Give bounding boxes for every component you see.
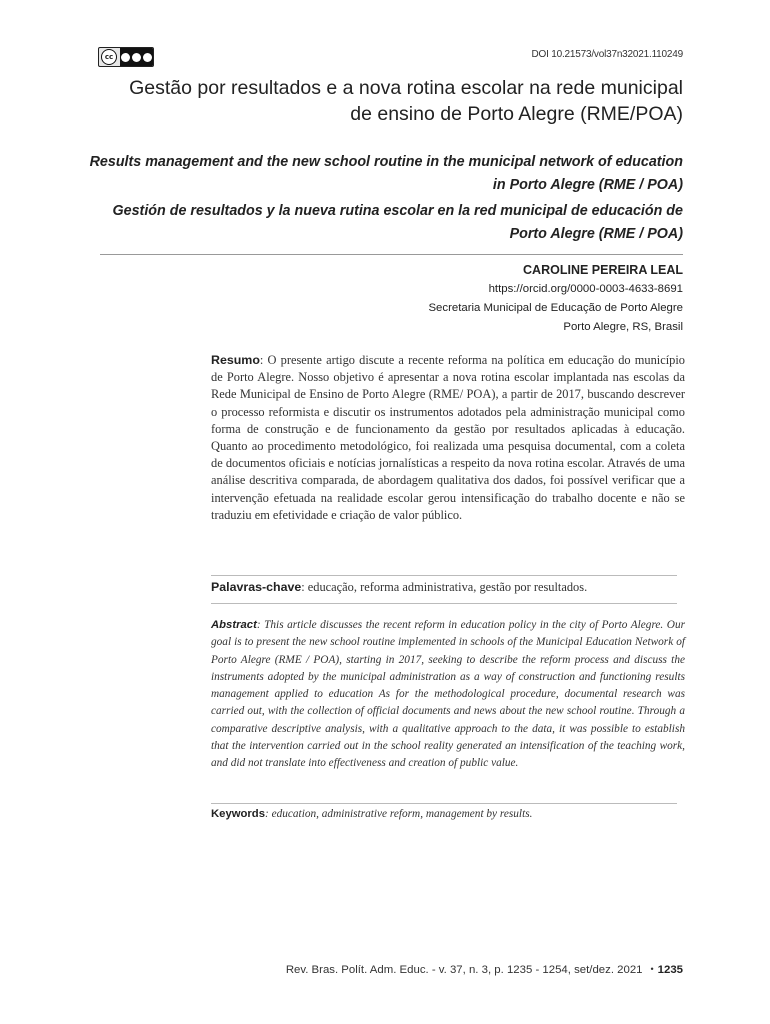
keywords (211, 808, 685, 820)
abstract-text: : This article discusses the recent reform in education policy in the city of Porto Alegre. Our goal is to present the new school routine implemented in schools of the Municipal Education Network of Porto Alegre (RME / POA), starting in 2017, seeking to describe the reform process and discuss the instruments adopted by the municipal administration as a way of construction and functioning results management applied to education As for the methodological procedure, documental research was carried out, with the collection of official documents and news about the new school routine. Through a comparative descriptive analysis, with a qualitative approach to the data, it was possible to establish that the intervention carried out in the school reality generated an intensification of the teaching work, and did not translate into effectiveness and creation of public value. (211, 619, 685, 770)
footer-bullet: • (650, 964, 654, 974)
author-location: Porto Alegre, RS, Brasil (563, 321, 683, 333)
resumo-divider (211, 575, 677, 576)
cc-license-badge (98, 47, 154, 67)
subtitle-spanish: Gestión de resultados y la nueva rutina escolar en la red municipal de educación de Porto Alegre (RME / POA) (112, 203, 683, 242)
keywords-text: : education, administrative reform, management by results. (265, 808, 533, 820)
keywords-pt-divider (211, 603, 677, 604)
palavras-chave-text: : educação, reforma administrativa, gestão por resultados. (301, 580, 588, 594)
resumo-text: : O presente artigo discute a recente reforma na política em educação do município de Porto Alegre. Nosso objetivo é apresentar a nova rotina escolar implantada nas escolas da Rede Municipal de Ensino de Porto Alegre (RME/ POA), a partir de 2017, buscando descrever o processo reformista e discutir os instrumentos adotados pela administração municipal como forma de construção e de funcionamento da gestão por resultados aplicadas à educação. Quanto ao procedimento metodológico, foi realizada uma pesquisa documental, com a coleta de documentos oficiais e notícias jornalísticas a respeito da nova rotina escolar. Através de uma análise descritiva comparada, de abordagem qualitativa dos dados, foi possível verificar que a intervenção efetuada na realidade escolar gerou intensificação do trabalho docente e não se traduziu em efetividade e criação de valor público. (211, 353, 685, 522)
resumo-paragraph (211, 352, 685, 524)
header-divider (100, 254, 683, 255)
cc-by-icon (121, 53, 130, 62)
cc-by-nc-icon: cc (101, 49, 117, 65)
abstract-divider (211, 803, 677, 804)
page-number: 1235 (657, 964, 683, 976)
article-title: Gestão por resultados e a nova rotina escolar na rede municipal de ensino de Porto Alegre (RME/POA) (129, 77, 683, 125)
subtitle-english: Results management and the new school routine in the municipal network of education in Porto Alegre (RME / POA) (89, 154, 683, 193)
author-name: CAROLINE PEREIRA LEAL (523, 263, 683, 277)
keywords-label: Keywords (211, 808, 265, 820)
doi-text: DOI 10.21573/vol37n32021.110249 (531, 49, 683, 60)
palavras-chave-label: Palavras-chave (211, 580, 302, 594)
footer-citation: Rev. Bras. Polít. Adm. Educ. - v. 37, n. 3, p. 1235 - 1254, set/dez. 2021 (285, 964, 643, 976)
cc-sa-icon (143, 53, 152, 62)
cc-nc-icon (132, 53, 141, 62)
abstract-paragraph (211, 617, 685, 773)
palavras-chave (211, 580, 685, 595)
resumo-label: Resumo (211, 353, 260, 367)
author-affiliation: Secretaria Municipal de Educação de Porto Alegre (428, 302, 683, 314)
abstract-label: Abstract (211, 619, 257, 631)
author-orcid-link[interactable]: https://orcid.org/0000-0003-4633-8691 (488, 283, 683, 295)
cc-badge-strip (120, 48, 153, 66)
author-block (428, 261, 683, 337)
page-footer (286, 964, 683, 976)
